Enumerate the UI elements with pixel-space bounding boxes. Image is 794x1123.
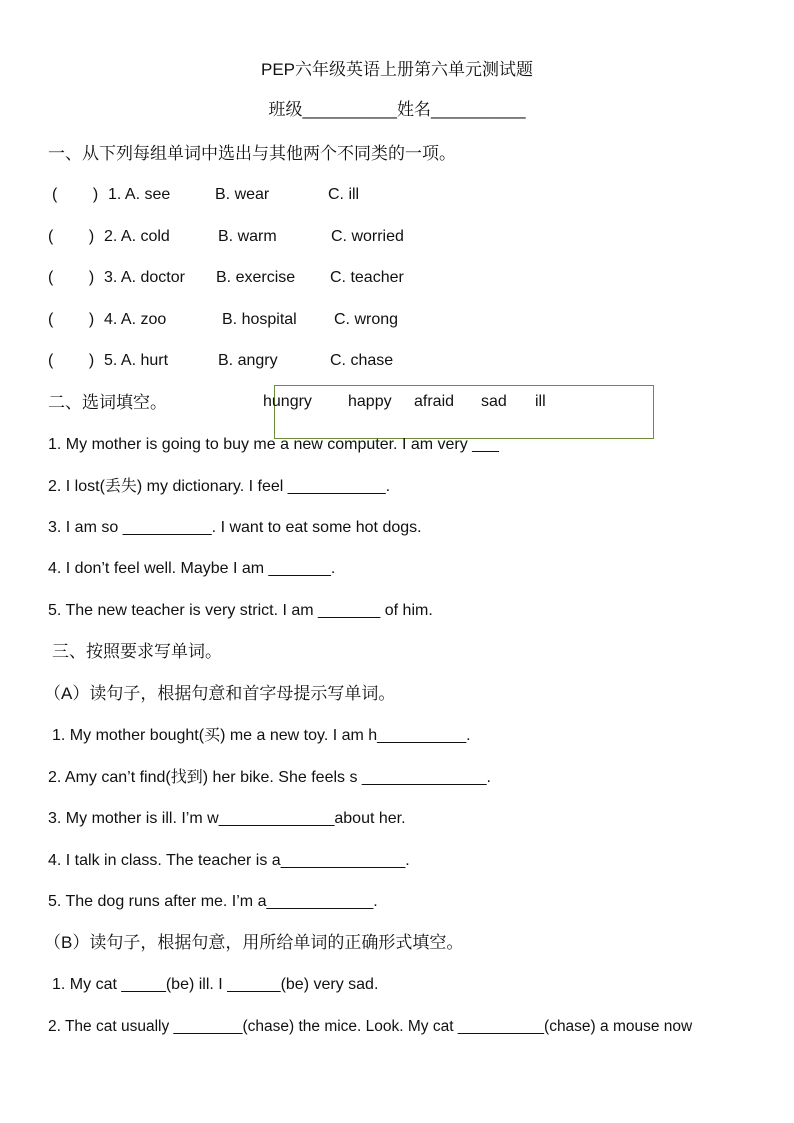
word-bank-word: hungry [263, 393, 312, 410]
fill-sentence: 2. I lost(丢失) my dictionary. I feel ___________. [48, 478, 391, 495]
letter-hint-sentence: 5. The dog runs after me. I’m a____________. [48, 893, 378, 910]
option-b: B. exercise [216, 269, 296, 286]
option-c: C. ill [328, 186, 360, 203]
option-a: 1. A. see [108, 186, 171, 203]
fill-sentence: 5. The new teacher is very strict. I am _______ of him. [48, 602, 433, 619]
answer-paren[interactable]: ( ) [52, 186, 99, 203]
option-b: B. warm [218, 228, 277, 245]
page-title: PEP六年级英语上册第六单元测试题 [260, 60, 534, 79]
option-a: 2. A. cold [104, 228, 170, 245]
verb-form-sentence: 1. My cat _____(be) ill. I ______(be) very sad. [52, 976, 379, 993]
answer-paren[interactable]: ( ) [48, 228, 95, 245]
option-c: C. worried [331, 228, 404, 245]
option-a: 5. A. hurt [104, 352, 169, 369]
letter-hint-sentence: 2. Amy can’t find(找到) her bike. She feels s ______________. [48, 769, 491, 786]
verb-form-sentence: 2. The cat usually ________(chase) the mice. Look. My cat __________(chase) a mouse now [48, 1018, 693, 1035]
fill-sentence: 3. I am so __________. I want to eat some hot dogs. [48, 519, 422, 536]
answer-paren[interactable]: ( ) [48, 269, 95, 286]
answer-paren[interactable]: ( ) [48, 311, 95, 328]
word-bank-word: ill [535, 393, 546, 410]
word-bank-box [274, 385, 654, 439]
option-b: B. angry [218, 352, 278, 369]
answer-paren[interactable]: ( ) [48, 352, 95, 369]
section3b-heading: （B）读句子，根据句意，用所给单词的正确形式填空。 [44, 933, 464, 952]
class-name-line: 班级__________姓名__________ [268, 100, 526, 119]
word-bank-word: happy [348, 393, 392, 410]
option-c: C. wrong [334, 311, 399, 328]
fill-sentence: 1. My mother is going to buy me a new computer. I am very ___ [48, 436, 499, 453]
letter-hint-sentence: 1. My mother bought(买) me a new toy. I am h__________. [52, 727, 471, 744]
section2-heading: 二、选词填空。 [48, 393, 167, 412]
word-bank-word: sad [481, 393, 507, 410]
option-b: B. wear [215, 186, 270, 203]
letter-hint-sentence: 4. I talk in class. The teacher is a______________. [48, 852, 410, 869]
letter-hint-sentence: 3. My mother is ill. I’m w_____________about her. [48, 810, 406, 827]
option-a: 4. A. zoo [104, 311, 167, 328]
section1-heading: 一、从下列每组单词中选出与其他两个不同类的一项。 [48, 144, 456, 163]
word-bank-word: afraid [414, 393, 455, 410]
option-b: B. hospital [222, 311, 297, 328]
section3a-heading: （A）读句子，根据句意和首字母提示写单词。 [44, 684, 396, 703]
fill-sentence: 4. I don’t feel well. Maybe I am _______. [48, 560, 336, 577]
option-c: C. teacher [330, 269, 404, 286]
option-c: C. chase [330, 352, 394, 369]
option-a: 3. A. doctor [104, 269, 185, 286]
section3-heading: 三、按照要求写单词。 [52, 642, 222, 661]
